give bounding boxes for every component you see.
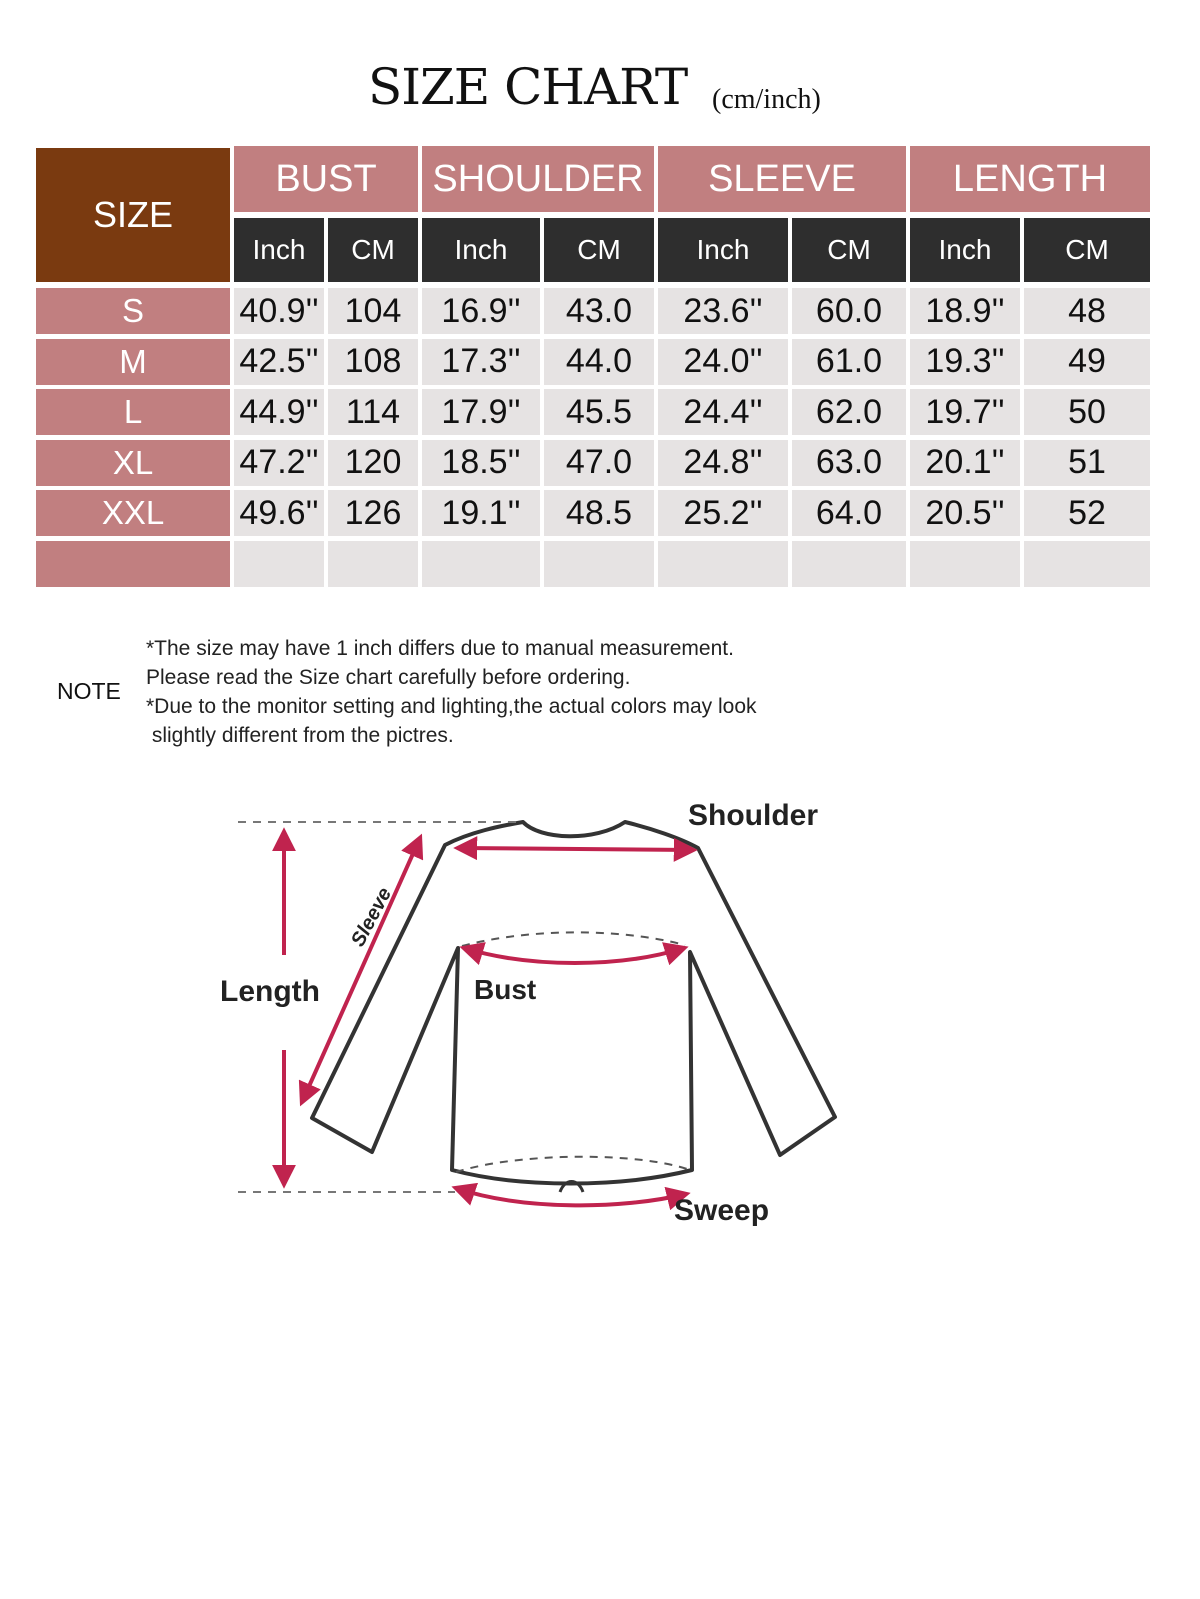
table-cell: 19.7'' bbox=[910, 389, 1020, 435]
measurement-diagram bbox=[0, 760, 1200, 1280]
table-cell: 108 bbox=[328, 339, 418, 385]
size-label: M bbox=[36, 339, 230, 385]
table-cell bbox=[658, 541, 788, 587]
table-cell: 24.8'' bbox=[658, 440, 788, 486]
length-label: Length bbox=[220, 975, 320, 1008]
table-cell bbox=[328, 541, 418, 587]
table-cell: 25.2'' bbox=[658, 490, 788, 536]
unit-header: CM bbox=[544, 218, 654, 282]
table-cell: 17.9'' bbox=[422, 389, 540, 435]
table-cell: 50 bbox=[1024, 389, 1150, 435]
page-title: SIZE CHART bbox=[368, 58, 688, 116]
sleeve-label: Sleeve bbox=[346, 884, 397, 951]
table-cell: 42.5'' bbox=[234, 339, 324, 385]
note-line: *Due to the monitor setting and lighting,the actual colors may look bbox=[146, 695, 757, 718]
table-cell: 40.9'' bbox=[234, 288, 324, 334]
note-line: slightly different from the pictres. bbox=[146, 724, 454, 747]
table-cell: 52 bbox=[1024, 490, 1150, 536]
table-cell: 24.4'' bbox=[658, 389, 788, 435]
table-cell: 23.6'' bbox=[658, 288, 788, 334]
shoulder-arrow bbox=[458, 848, 693, 850]
group-header-length: LENGTH bbox=[910, 146, 1150, 212]
size-label: XXL bbox=[36, 490, 230, 536]
bust-dashed-curve bbox=[462, 932, 685, 946]
size-table bbox=[36, 146, 1150, 586]
table-cell bbox=[422, 541, 540, 587]
table-cell: 20.5'' bbox=[910, 490, 1020, 536]
table-cell: 43.0 bbox=[544, 288, 654, 334]
group-header-shoulder: SHOULDER bbox=[422, 146, 654, 212]
title-row bbox=[0, 58, 1200, 128]
table-cell: 18.9'' bbox=[910, 288, 1020, 334]
table-cell: 24.0'' bbox=[658, 339, 788, 385]
table-cell: 61.0 bbox=[792, 339, 906, 385]
table-cell: 19.1'' bbox=[422, 490, 540, 536]
size-label: L bbox=[36, 389, 230, 435]
group-header-bust: BUST bbox=[234, 146, 418, 212]
note-line: *The size may have 1 inch differs due to manual measurement. bbox=[146, 637, 734, 660]
unit-header: Inch bbox=[910, 218, 1020, 282]
table-cell: 16.9'' bbox=[422, 288, 540, 334]
table-cell: 20.1'' bbox=[910, 440, 1020, 486]
table-cell bbox=[544, 541, 654, 587]
table-cell bbox=[234, 541, 324, 587]
table-cell: 49 bbox=[1024, 339, 1150, 385]
size-label: XL bbox=[36, 440, 230, 486]
size-label bbox=[36, 541, 230, 587]
table-cell: 126 bbox=[328, 490, 418, 536]
unit-header: CM bbox=[792, 218, 906, 282]
table-cell: 63.0 bbox=[792, 440, 906, 486]
table-cell: 44.9'' bbox=[234, 389, 324, 435]
note-label: NOTE bbox=[57, 678, 121, 704]
unit-header: Inch bbox=[658, 218, 788, 282]
table-cell: 18.5'' bbox=[422, 440, 540, 486]
table-cell: 60.0 bbox=[792, 288, 906, 334]
sweep-label: Sweep bbox=[674, 1194, 770, 1227]
size-label: S bbox=[36, 288, 230, 334]
unit-header: Inch bbox=[422, 218, 540, 282]
table-cell: 104 bbox=[328, 288, 418, 334]
table-cell: 114 bbox=[328, 389, 418, 435]
table-cell: 48 bbox=[1024, 288, 1150, 334]
size-header: SIZE bbox=[36, 148, 230, 282]
table-cell: 120 bbox=[328, 440, 418, 486]
table-cell: 44.0 bbox=[544, 339, 654, 385]
group-header-sleeve: SLEEVE bbox=[658, 146, 906, 212]
table-cell: 62.0 bbox=[792, 389, 906, 435]
sleeve-arrow bbox=[302, 838, 420, 1102]
table-cell: 45.5 bbox=[544, 389, 654, 435]
garment-outline bbox=[312, 822, 835, 1184]
table-cell: 19.3'' bbox=[910, 339, 1020, 385]
shoulder-label: Shoulder bbox=[688, 799, 819, 832]
unit-header: CM bbox=[328, 218, 418, 282]
table-cell bbox=[792, 541, 906, 587]
table-cell: 64.0 bbox=[792, 490, 906, 536]
table-cell: 51 bbox=[1024, 440, 1150, 486]
sweep-dashed-curve bbox=[456, 1157, 690, 1172]
unit-header: Inch bbox=[234, 218, 324, 282]
table-cell: 49.6'' bbox=[234, 490, 324, 536]
sweep-arrow bbox=[456, 1188, 686, 1205]
unit-note: (cm/inch) bbox=[712, 84, 821, 115]
table-cell bbox=[1024, 541, 1150, 587]
table-cell: 48.5 bbox=[544, 490, 654, 536]
table-cell: 17.3'' bbox=[422, 339, 540, 385]
table-cell: 47.0 bbox=[544, 440, 654, 486]
note-line: Please read the Size chart carefully before ordering. bbox=[146, 666, 631, 689]
unit-header: CM bbox=[1024, 218, 1150, 282]
bust-label: Bust bbox=[474, 974, 537, 1005]
table-cell bbox=[910, 541, 1020, 587]
note-text bbox=[146, 634, 757, 750]
bust-arrow bbox=[464, 948, 684, 963]
table-cell: 47.2'' bbox=[234, 440, 324, 486]
